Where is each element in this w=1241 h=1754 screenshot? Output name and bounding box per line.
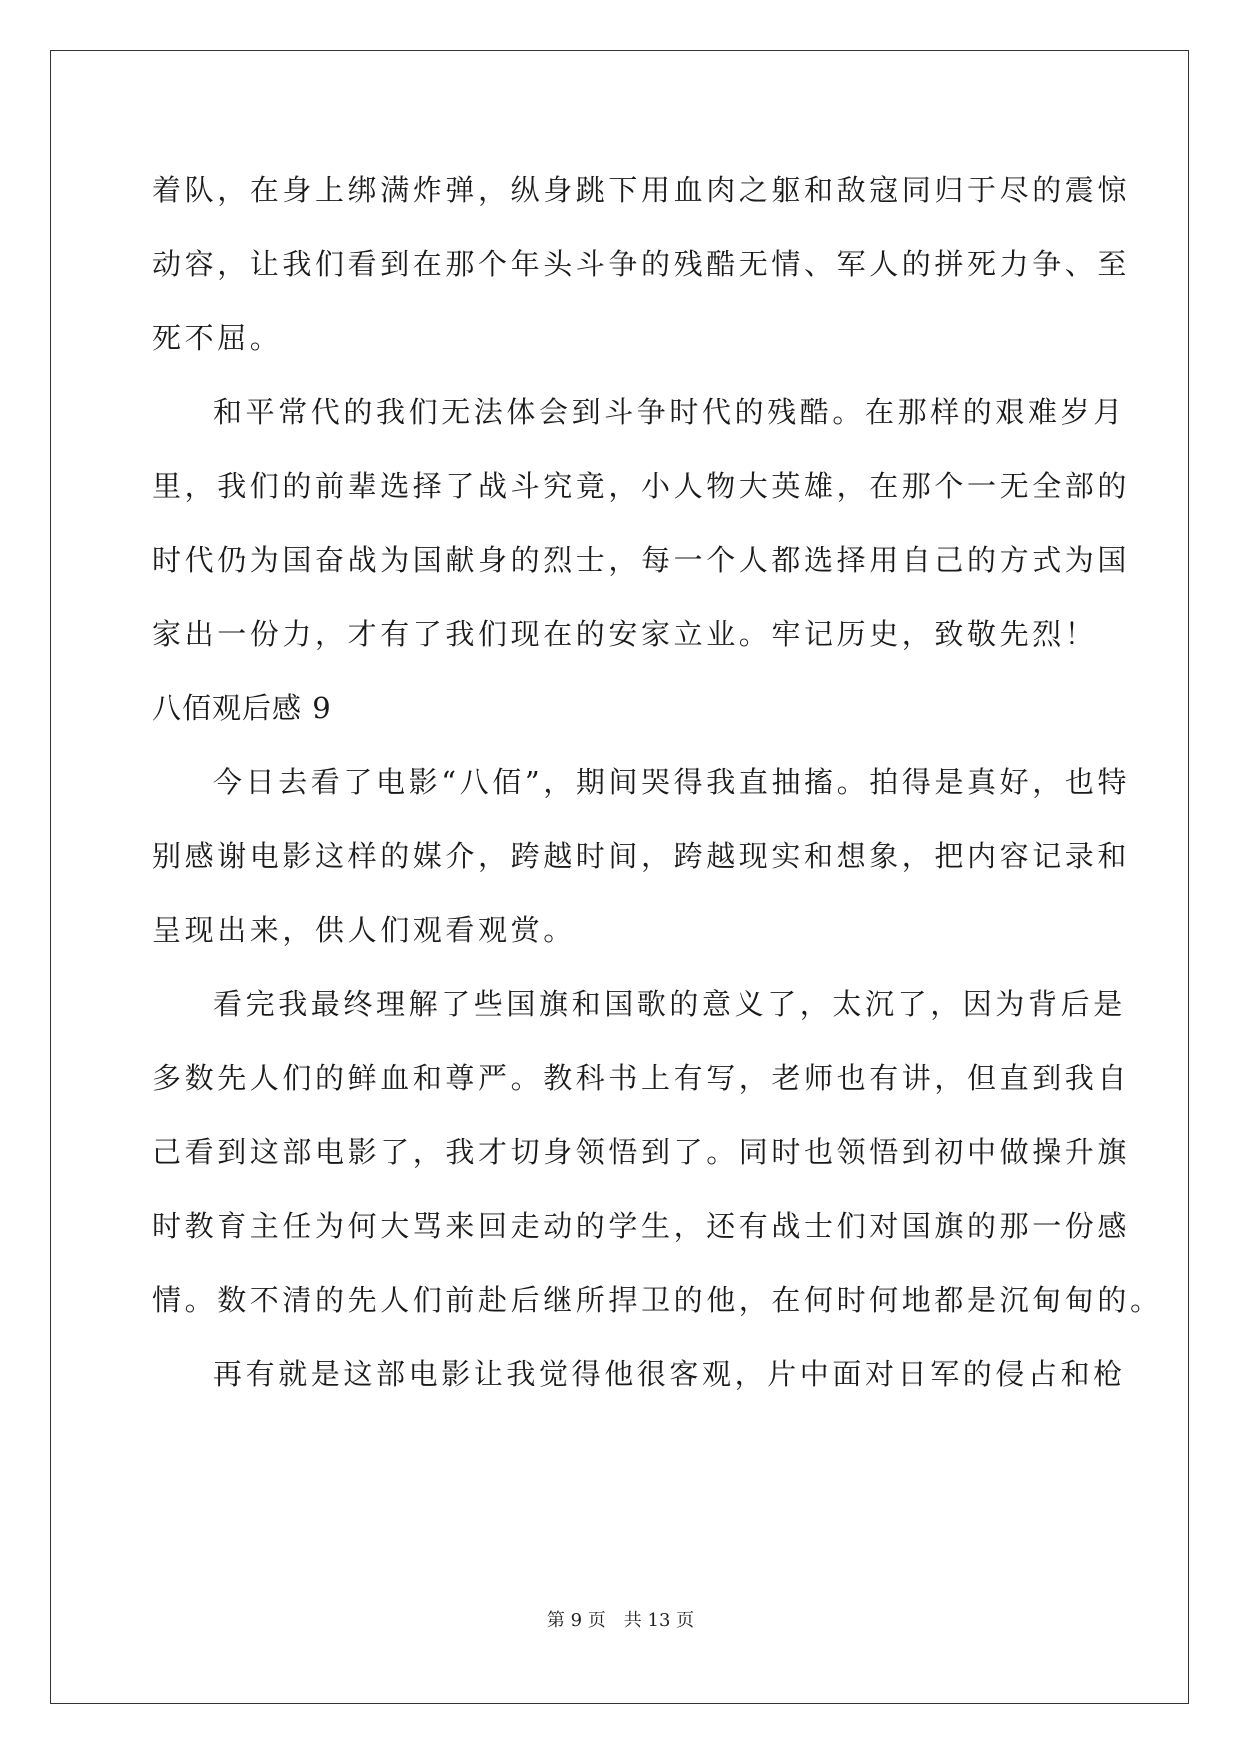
paragraph-first-line: 再有就是这部电影让我觉得他很客观，片中面对日军的侵占和枪 — [213, 1357, 1126, 1391]
paragraph-first-line: 看完我最终理解了些国旗和国歌的意义了，太沉了，因为背后是 — [213, 987, 1126, 1021]
paragraph-line: 动容，让我们看到在那个年头斗争的残酷无情、军人的拼死力争、至 — [152, 247, 1131, 281]
paragraph-line: 死不屈。 — [152, 321, 283, 355]
paragraph-line: 情。数不清的先人们前赴后继所捍卫的他，在何时何地都是沉甸甸的。 — [152, 1283, 1163, 1317]
paragraph-first-line: 今日去看了电影“八佰”，期间哭得我直抽搐。拍得是真好，也特 — [213, 765, 1131, 799]
page-number: 第 9 页 — [546, 1610, 606, 1631]
paragraph-line: 多数先人们的鲜血和尊严。教科书上有写，老师也有讲，但直到我自 — [152, 1061, 1131, 1095]
paragraph-line: 时教育主任为何大骂来回走动的学生，还有战士们对国旗的那一份感 — [152, 1209, 1131, 1243]
section-heading: 八佰观后感 9 — [152, 691, 332, 725]
paragraph-line: 别感谢电影这样的媒介，跨越时间，跨越现实和想象，把内容记录和 — [152, 839, 1131, 873]
paragraph-line: 时代仍为国奋战为国献身的烈士，每一个人都选择用自己的方式为国 — [152, 543, 1131, 577]
paragraph-line: 着队，在身上绑满炸弹，纵身跳下用血肉之躯和敌寇同归于尽的震惊 — [152, 173, 1131, 207]
paragraph-line: 呈现出来，供人们观看观赏。 — [152, 913, 576, 947]
page-border — [50, 50, 1189, 1704]
page-footer — [0, 1609, 1241, 1633]
paragraph-line: 己看到这部电影了，我才切身领悟到了。同时也领悟到初中做操升旗 — [152, 1135, 1131, 1169]
paragraph-line: 里，我们的前辈选择了战斗究竟，小人物大英雄，在那个一无全部的 — [152, 469, 1131, 503]
page-total: 共 13 页 — [623, 1610, 695, 1631]
paragraph-line: 家出一份力，才有了我们现在的安家立业。牢记历史，致敬先烈！ — [152, 617, 1098, 651]
paragraph-first-line: 和平常代的我们无法体会到斗争时代的残酷。在那样的艰难岁月 — [213, 395, 1126, 429]
